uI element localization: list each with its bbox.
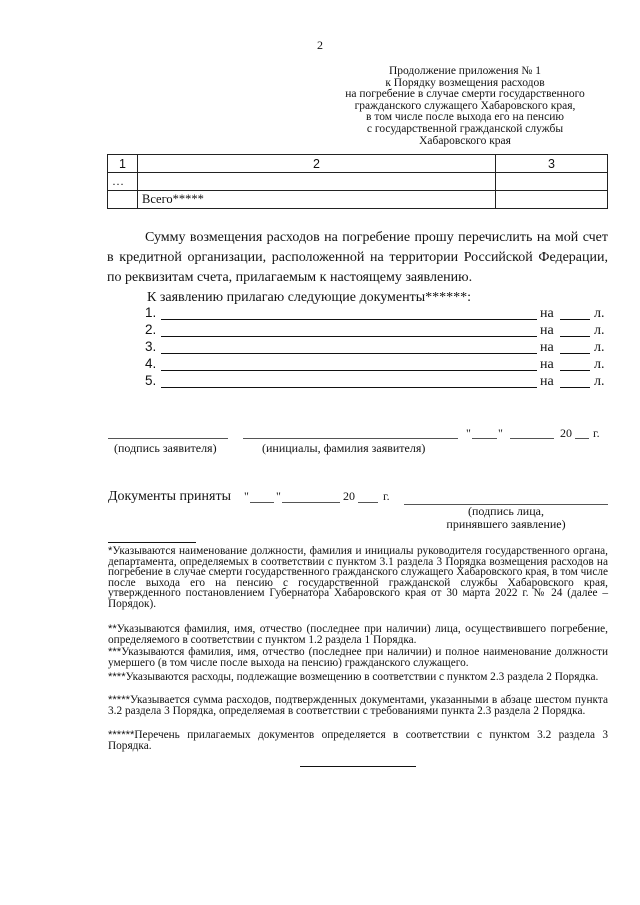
footnote-mark: ****** (108, 729, 135, 741)
accepted-text: Документы приняты (108, 489, 231, 504)
accepted-label-line: принявшего заявление) (446, 517, 566, 531)
attachment-na: на (540, 357, 554, 372)
attachment-l: л. (594, 374, 605, 389)
footnote-mark: ** (108, 623, 117, 635)
document-name-field[interactable] (161, 336, 537, 337)
table-row (108, 173, 608, 191)
signature-label: (подпись заявителя) (114, 441, 217, 455)
accepted-year-prefix: 20 (343, 489, 355, 503)
date-quote-open: " (466, 426, 471, 440)
footnote-mark: ***** (108, 694, 130, 706)
header-line: в том числе после выхода его на пенсию (366, 111, 564, 124)
footnote-separator (108, 542, 196, 543)
end-rule (300, 766, 416, 767)
attachment-number: 5. (145, 373, 157, 388)
header-line: гражданского служащего Хабаровского края, (354, 99, 576, 112)
header-line: с государственной гражданской службы (366, 122, 564, 135)
header-line: на погребение в случае смерти государственного (345, 88, 585, 101)
footnote-mark: **** (108, 671, 126, 683)
transfer-paragraph: Сумму возмещения расходов на погребение прошу перечислить на мой счет в кредитной организации, расположенной на территории Российской Федерации, по реквизитам счета, прилагаемым к настоящему заявлению. (107, 230, 608, 285)
attachment-line[interactable] (145, 356, 607, 373)
attachment-l: л. (594, 357, 605, 372)
year-suffix: г. (593, 426, 600, 440)
footnote (108, 546, 608, 610)
year-prefix: 20 (560, 426, 572, 440)
appendix-header (320, 66, 610, 147)
expenses-table (107, 154, 608, 209)
document-name-field[interactable] (161, 353, 537, 354)
footnote-mark: *** (108, 646, 122, 658)
attachment-line[interactable] (145, 373, 607, 390)
footnote (108, 624, 608, 645)
attachment-line[interactable] (145, 339, 607, 356)
accepted-month-field[interactable] (282, 502, 340, 503)
attachment-na: на (540, 340, 554, 355)
footnote-mark: * (108, 545, 113, 557)
table-header-cell: 2 (138, 155, 496, 173)
table-cell (496, 173, 608, 191)
accepted-quote-open: " (244, 489, 249, 503)
footnote-text: Перечень прилагаемых документов определяется в соответствии с пунктом 3.2 раздела 3 Порядка. (108, 729, 608, 752)
attachment-na: на (540, 306, 554, 321)
attachment-line[interactable] (145, 322, 607, 339)
pages-field[interactable] (560, 370, 590, 371)
header-line: Продолжение приложения № 1 (388, 65, 542, 77)
footnote (108, 672, 608, 683)
attachment-l: л. (594, 340, 605, 355)
accepted-label (404, 505, 608, 531)
year-field[interactable] (575, 438, 589, 439)
footnote (108, 647, 608, 668)
table-total-cell: Всего***** (138, 191, 496, 209)
day-field[interactable] (472, 438, 497, 439)
table-header-cell: 1 (108, 155, 138, 173)
attachment-number: 2. (145, 322, 157, 337)
attachment-number: 4. (145, 356, 157, 371)
footnote-text: Указываются наименование должности, фамилия и инициалы руководителя государственного органа, департамента, определяемых в соответствии с пунктом 3.1 раздела 3 Порядка возмещения расходов на погребение в случае смерти государственного гражданского служащего Хабаровского края, в том числе после выхода его на пенсию с государственной гражданской службы Хабаровского края, утвержденного постановлением Губернатора Хабаровского края от 30 марта 2022 г. № 24 (далее – Порядок). (108, 545, 608, 610)
attachment-line[interactable] (145, 305, 607, 322)
header-line: Хабаровского края (419, 134, 511, 147)
footnote-text: Указывается сумма расходов, подтвержденных документами, указанными в абзаце шестом пункта 3.2 раздела 3 Порядка, определяемая в соответствии с требованиями пункта 2.3 раздела 2 Порядка. (108, 694, 608, 717)
attachment-l: л. (594, 323, 605, 338)
table-cell (496, 191, 608, 209)
accepted-year-suffix: г. (383, 489, 390, 503)
table-cell: … (108, 173, 138, 191)
pages-field[interactable] (560, 336, 590, 337)
pages-field[interactable] (560, 319, 590, 320)
header-line: к Порядку возмещения расходов (385, 76, 545, 89)
accepted-quote-close: " (276, 489, 281, 503)
signature-line[interactable] (108, 438, 228, 439)
month-field[interactable] (510, 438, 554, 439)
footnote-text: Указываются расходы, подлежащие возмещению в соответствии с пунктом 2.3 раздела 2 Порядка. (125, 671, 599, 683)
attachment-l: л. (594, 306, 605, 321)
page-number: 2 (317, 38, 323, 52)
date-quote-close: " (498, 426, 503, 440)
attachment-na: на (540, 323, 554, 338)
table-row (108, 191, 608, 209)
footnote (108, 730, 608, 751)
name-label: (инициалы, фамилия заявителя) (262, 441, 426, 455)
attachment-na: на (540, 374, 554, 389)
pages-field[interactable] (560, 387, 590, 388)
table-cell (108, 191, 138, 209)
footnote-text: Указываются фамилия, имя, отчество (последнее при наличии) лица, осуществившего погребение, определяемого в соответствии с пунктом 1.2 раздела 1 Порядка. (108, 623, 608, 646)
document-name-field[interactable] (161, 387, 537, 388)
footnote-text: Указываются фамилия, имя, отчество (последнее при наличии) и полное наименование должности умершего (в том числе после выхода на пенсию) гражданского служащего. (108, 646, 608, 669)
footnote (108, 695, 608, 716)
table-header-cell: 3 (496, 155, 608, 173)
accepted-year-field[interactable] (358, 502, 378, 503)
table-cell (138, 173, 496, 191)
table-header-row (108, 155, 608, 173)
attachments-intro: К заявлению прилагаю следующие документы******: (147, 290, 472, 305)
document-name-field[interactable] (161, 319, 537, 320)
accepted-label-line: (подпись лица, (468, 504, 544, 518)
attachment-number: 1. (145, 305, 157, 320)
pages-field[interactable] (560, 353, 590, 354)
accepted-day-field[interactable] (250, 502, 274, 503)
attachment-number: 3. (145, 339, 157, 354)
name-line[interactable] (243, 438, 458, 439)
document-name-field[interactable] (161, 370, 537, 371)
